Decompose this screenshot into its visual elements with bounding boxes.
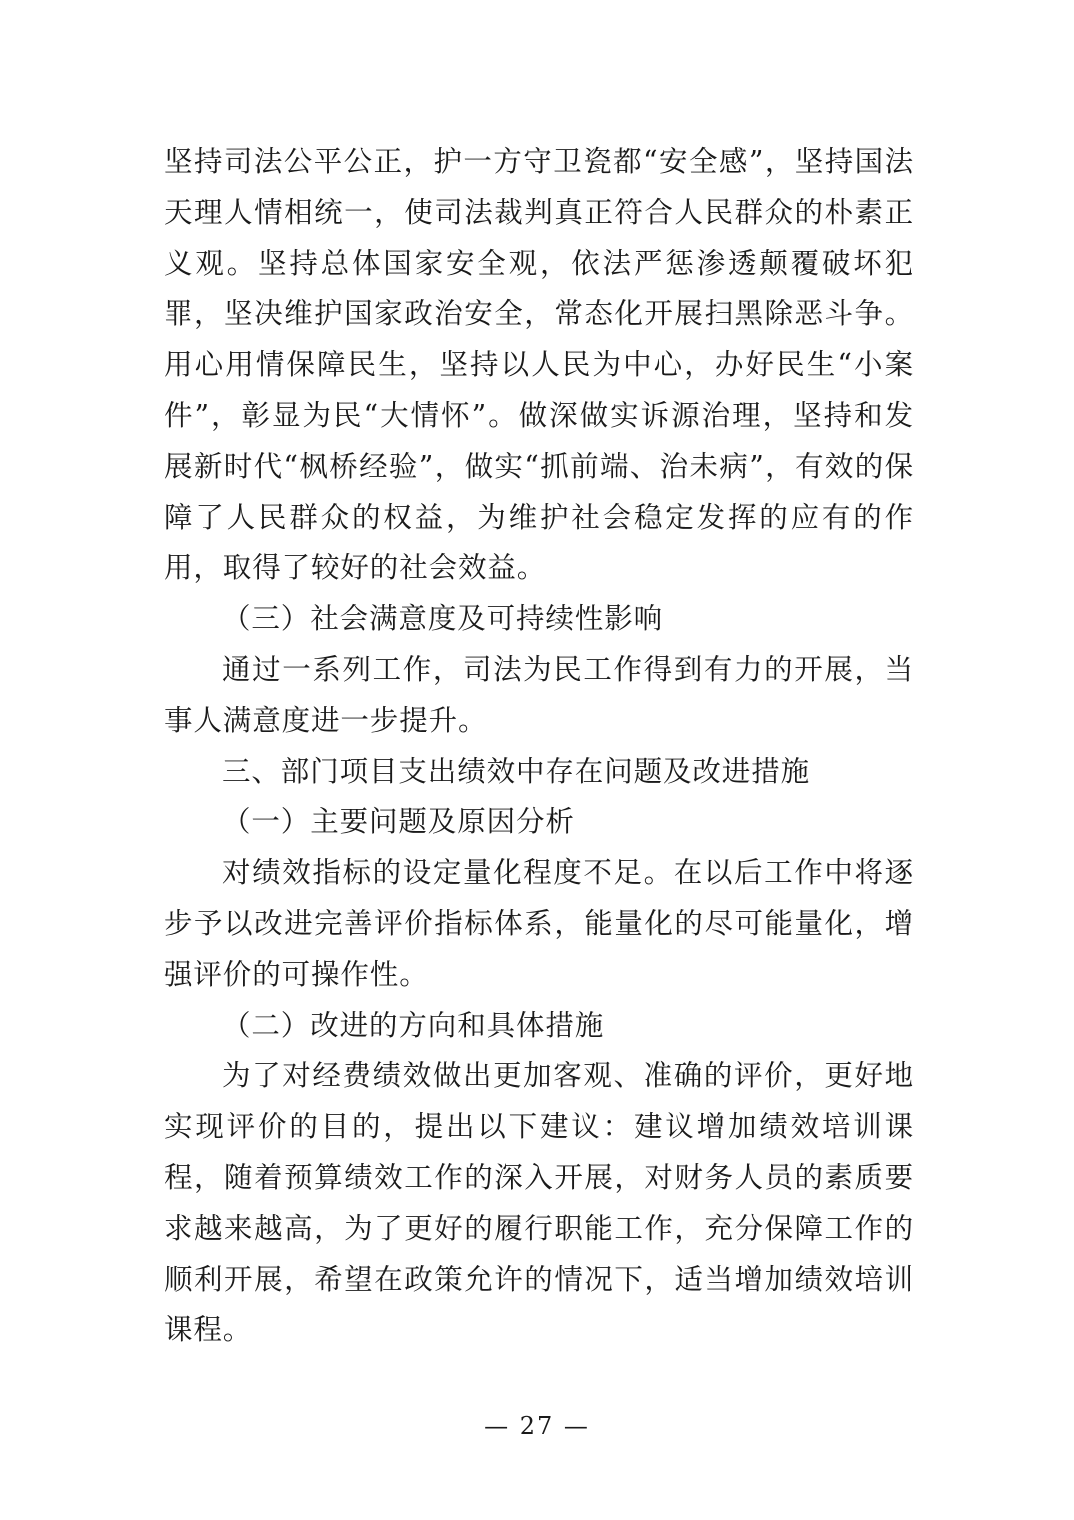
paragraph-satisfaction: 通过一系列工作，司法为民工作得到有力的开展，当事人满意度进一步提升。 — [164, 652, 914, 737]
paragraph-improvement-measures: 为了对经费绩效做出更加客观、准确的评价，更好地实现评价的目的，提出以下建议：建议增加绩效培训课程，随着预算绩效工作的深入开展，对财务人员的素质要求越来越高，为了更好的履行职能工作，充分保障工作的顺利开展，希望在政策允许的情况下，适当增加绩效培训课程。 — [164, 1059, 914, 1347]
heading-problems-and-measures: 三、部门项目支出绩效中存在问题及改进措施 — [222, 754, 811, 788]
heading-main-problems: （一）主要问题及原因分析 — [222, 805, 575, 839]
page-number: — 27 — — [484, 1412, 590, 1440]
body-text — [164, 137, 914, 1356]
heading-improvement-direction: （二）改进的方向和具体措施 — [222, 1008, 605, 1042]
heading-social-satisfaction: （三）社会满意度及可持续性影响 — [222, 602, 664, 636]
paragraph-judicial-fairness: 坚持司法公平公正，护一方守卫瓷都“安全感”，坚持国法天理人情相统一，使司法裁判真正符合人民群众的朴素正义观。坚持总体国家安全观，依法严惩渗透颠覆破坏犯罪，坚决维护国家政治安全，常态化开展扫黑除恶斗争。用心用情保障民生，坚持以人民为中心，办好民生“小案件”，彰显为民“大情怀”。做深做实诉源治理，坚持和发展新时代“枫桥经验”，做实“抓前端、治未病”，有效的保障了人民群众的权益，为维护社会稳定发挥的应有的作用，取得了较好的社会效益。 — [164, 145, 914, 585]
paragraph-main-problems: 对绩效指标的设定量化程度不足。在以后工作中将逐步予以改进完善评价指标体系，能量化的尽可能量化，增强评价的可操作性。 — [164, 856, 914, 991]
